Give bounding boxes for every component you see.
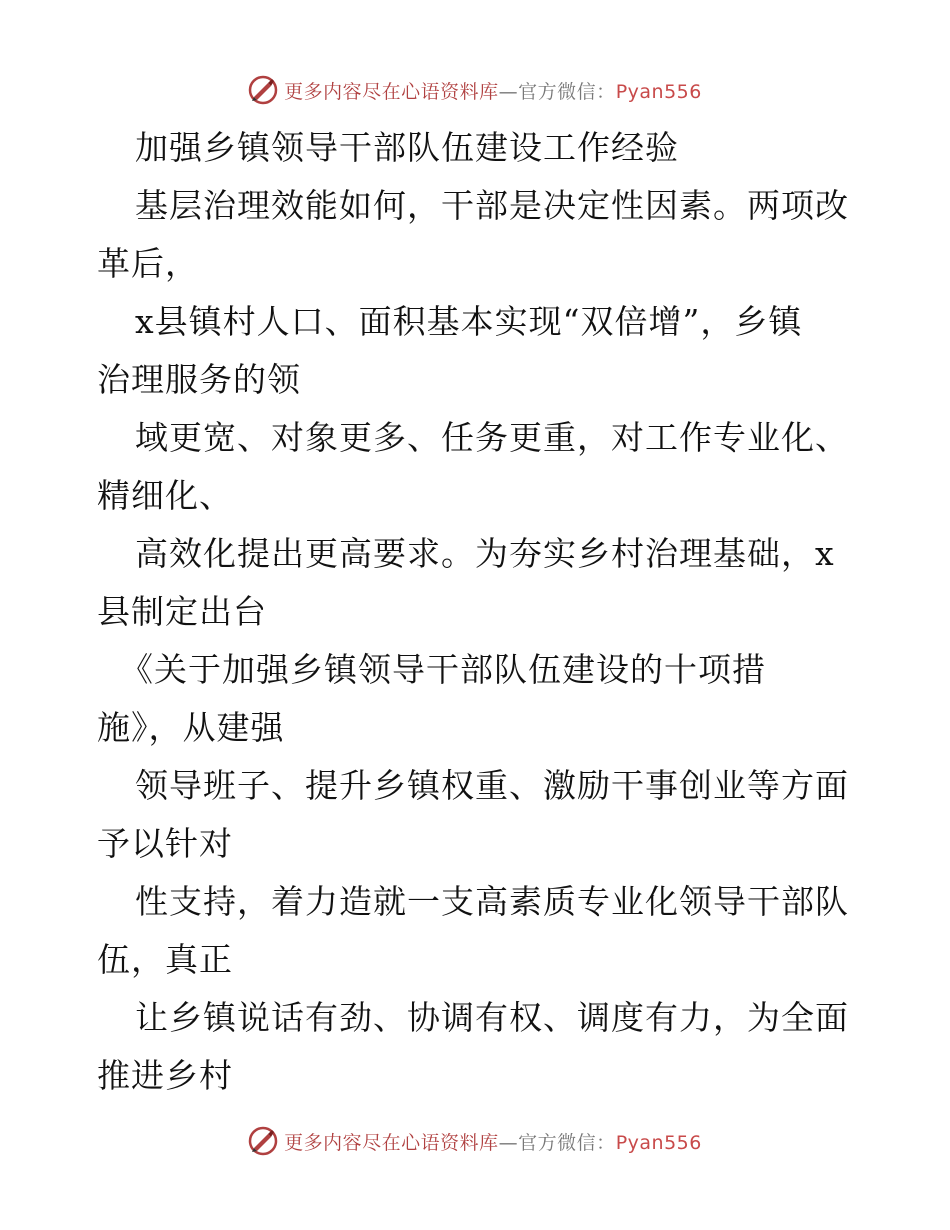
paragraph-line: 高效化提出更高要求。为夯实乡村治理基础，x (135, 534, 835, 573)
paragraph-line: 让乡镇说话有劲、协调有权、调度有力，为全面 (135, 998, 849, 1037)
header-watermark (0, 70, 950, 110)
watermark-main: 更多内容尽在心语资料库 (284, 1131, 499, 1154)
pen-logo-icon (248, 1126, 278, 1156)
paragraph-line: 域更宽、对象更多、任务更重，对工作专业化、 (135, 418, 849, 457)
paragraph-line: 领导班子、提升乡镇权重、激励干事创业等方面 (135, 766, 849, 805)
paragraph-line: 革后， (97, 244, 199, 283)
paragraph-line: 伍，真正 (97, 940, 233, 979)
paragraph-line: 推进乡村 (97, 1056, 233, 1095)
watermark-wechat-id: Pyan556 (615, 80, 702, 103)
paragraph-line: 性支持，着力造就一支高素质专业化领导干部队 (135, 882, 849, 921)
watermark-wechat-label: 官方微信： (518, 1131, 616, 1154)
watermark-text (284, 1128, 702, 1155)
paragraph-line: x县镇村人口、面积基本实现“双倍增”，乡镇 (135, 302, 803, 341)
watermark-wechat-label: 官方微信： (518, 80, 616, 103)
paragraph-line: 县制定出台 (97, 592, 267, 631)
footer-watermark (0, 1121, 950, 1161)
paragraph-line: 基层治理效能如何，干部是决定性因素。两项改 (135, 186, 849, 225)
watermark-wechat-id: Pyan556 (615, 1131, 702, 1154)
pen-logo-icon (248, 75, 278, 105)
paragraph-line: 治理服务的领 (97, 360, 301, 399)
paragraph-line: 精细化、 (97, 476, 233, 515)
watermark-separator: — (498, 1131, 519, 1154)
document-title: 加强乡镇领导干部队伍建设工作经验 (135, 128, 679, 167)
watermark-text (284, 77, 702, 104)
watermark-main: 更多内容尽在心语资料库 (284, 80, 499, 103)
paragraph-line: 《关于加强乡镇领导干部队伍建设的十项措 (120, 650, 766, 689)
paragraph-line: 予以针对 (97, 824, 233, 863)
paragraph-line: 施》，从建强 (97, 708, 285, 747)
watermark-separator: — (498, 80, 519, 103)
